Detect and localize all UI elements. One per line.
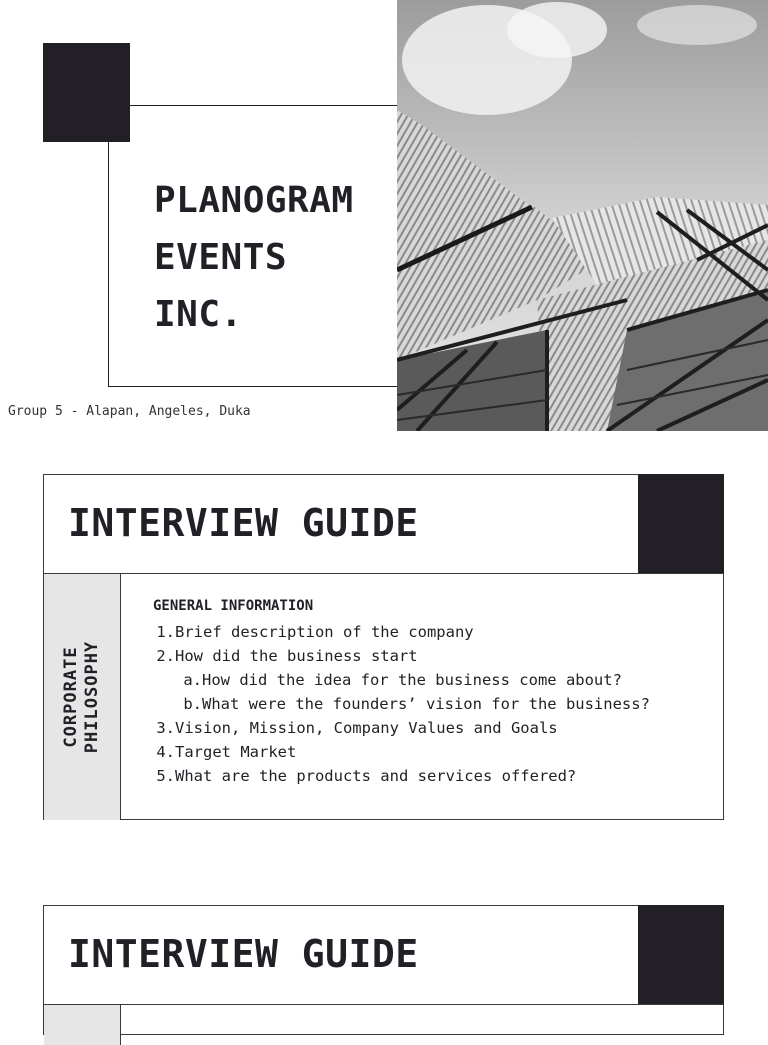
interview-guide-card [43,474,724,820]
decorative-corner-block [638,474,724,573]
cover-page [0,0,768,432]
list-item [153,644,713,668]
list-number: b. [183,695,202,713]
side-label-corporate-philosophy: CORPORATE PHILOSOPHY [61,640,102,754]
list-subitem [153,668,713,692]
guide-header [44,475,723,574]
company-title: PLANOGRAM EVENTS INC. [154,180,354,335]
guide-body [44,1005,723,1045]
section-heading: GENERAL INFORMATION [153,598,314,614]
list-subitem [153,692,713,716]
guide-header [44,906,723,1005]
glass-building-photo [397,0,768,431]
list-number: 2. [156,647,175,665]
list-number: 5. [156,767,175,785]
interview-guide-card [43,905,724,1035]
list-text: Brief description of the company [175,623,474,641]
list-item [153,764,713,788]
decorative-corner-block [638,905,724,1004]
list-number: a. [183,671,202,689]
list-text: What are the products and services offered? [175,767,577,785]
list-number: 3. [156,719,175,737]
list-text: Vision, Mission, Company Values and Goals [175,719,558,737]
list-number: 1. [156,623,175,641]
group-byline: Group 5 - Alapan, Angeles, Duka [8,404,251,419]
list-item [153,740,713,764]
guide-title: INTERVIEW GUIDE [68,932,419,976]
list-number: 4. [156,743,175,761]
list-item [153,620,713,644]
list-text: Target Market [175,743,297,761]
guide-body [44,574,723,820]
list-item [153,716,713,740]
list-text: How did the idea for the business come about? [202,671,622,689]
guide-title: INTERVIEW GUIDE [68,501,419,545]
list-text: How did the business start [175,647,418,665]
guide-content [153,598,713,788]
side-tab [44,574,121,820]
side-tab [44,1005,121,1045]
list-text: What were the founders’ vision for the business? [202,695,650,713]
